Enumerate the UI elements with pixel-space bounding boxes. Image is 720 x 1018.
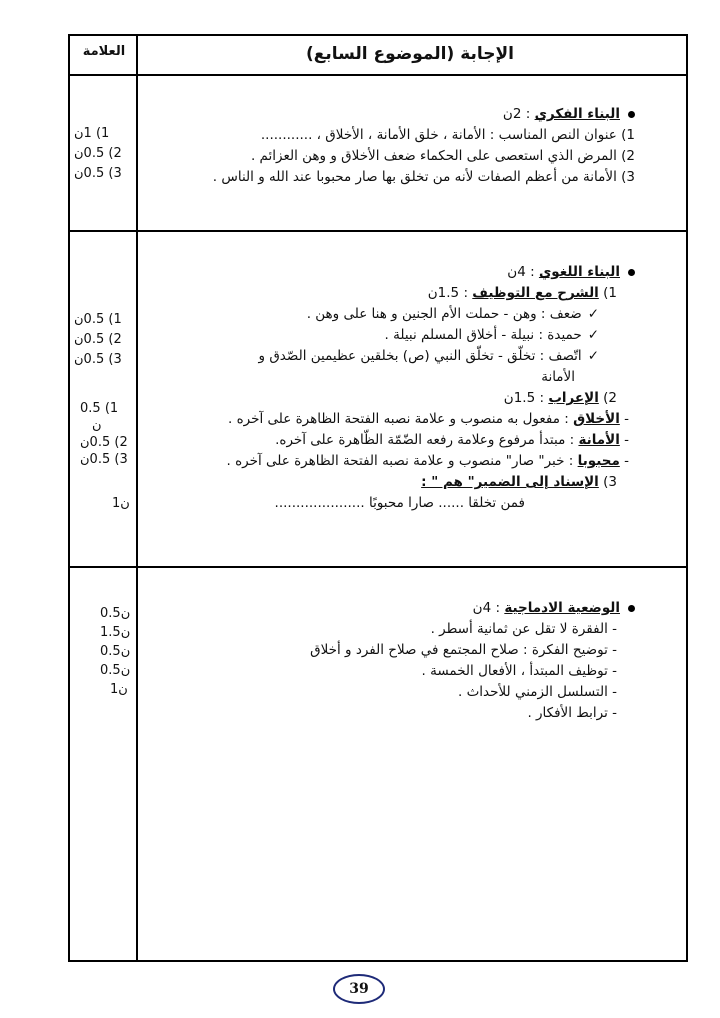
grade-value: 3) 0.5ن: [74, 166, 122, 181]
grades-section-2a: [74, 310, 136, 370]
bullet-icon: [628, 605, 635, 612]
list-item: - الأمانة : مبتدأ مرفوع وعلامة رفعه الضّمّة الظّاهرة على آخره.: [275, 432, 629, 448]
check-icon: ✓: [587, 327, 599, 343]
list-item-continuation: الأمانة: [541, 369, 575, 385]
grades-section-3: [100, 604, 162, 699]
grade-value: 2) 0.5ن: [80, 435, 128, 450]
section-heading: البناء اللغوي: [538, 264, 620, 280]
sub-heading-attribution: الإسناد إلى الضمير" هم " :: [421, 474, 599, 490]
list-item: ✓ضعف : وهن - حملت الأم الجنين و هنا على وهن .: [160, 304, 635, 325]
answer-line: 3) الأمانة من أعظم الصفات لأنه من تخلق بها صار محبوبا عند الله و الناس .: [212, 169, 635, 185]
list-item: - الفقرة لا تقل عن ثمانية أسطر .: [430, 621, 617, 637]
list-item: ✓حميدة : نبيلة - أخلاق المسلم نبيلة .: [160, 325, 635, 346]
grade-value: 0.5ن: [100, 663, 131, 678]
answer-line: فمن تخلقا ...... صارا محبوبًا .....................: [274, 495, 525, 511]
grade-value: 3) 0.5ن: [80, 452, 128, 467]
bullet-icon: [628, 111, 635, 118]
grade-value: 2) 0.5ن: [74, 332, 122, 347]
bullet-icon: [628, 269, 635, 276]
section-score: : 4ن: [507, 264, 535, 280]
section-linguistic: البناء اللغوي : 4ن 1) الشرح مع التوظيف : 1.5ن ✓ضعف : وهن - حملت الأم الجنين و هنا على وهن . ✓حميدة : نبيلة - أخلاق المسلم نبيلة . ✓اتّصف : تخلّق - تخلّق النبي (ص) بخلقين عظيمين الصّدق و الأمانة 2) الإعراب : 1.5ن - الأخلاق : مفعول به منصوب و علامة نصبه الفتحة الظاهرة على آخره . - الأمانة : مبتدأ مرفوع وعلامة رفعه الضّمّة الظّاهرة على آخره. - محبوبا : خبر" صار" منصوب و علامة نصبه الفتحة الظاهرة على آخره . 3) الإسناد إلى الضمير" هم " : فمن تخلقا ...... صارا محبوبًا .....................: [160, 262, 635, 514]
section-heading: البناء الفكري: [534, 106, 620, 122]
grade-value: 1) 0.5ن: [74, 312, 122, 327]
grade-value: 3) 0.5ن: [74, 352, 122, 367]
grade-value: 2) 0.5ن: [74, 146, 122, 161]
check-icon: ✓: [587, 348, 599, 364]
section-score: : 4ن: [472, 600, 501, 616]
grade-value: 0.5ن: [100, 644, 131, 659]
sub-heading-parsing: الإعراب: [548, 390, 599, 406]
header-title: الإجابة (الموضوع السابع): [305, 44, 515, 64]
list-item: - الأخلاق : مفعول به منصوب و علامة نصبه الفتحة الظاهرة على آخره .: [228, 411, 629, 427]
list-item: - توضيح الفكرة : صلاح المجتمع في صلاح الفرد و أخلاق: [310, 642, 617, 658]
list-item: - محبوبا : خبر" صار" منصوب و علامة نصبه الفتحة الظاهرة على آخره .: [226, 453, 629, 469]
grade-value: 1ن: [110, 682, 128, 697]
list-item: - توظيف المبتدأ ، الأفعال الخمسة .: [421, 663, 617, 679]
answer-line: 1) عنوان النص المناسب : الأمانة ، خلق الأمانة ، الأخلاق ، ............: [260, 127, 635, 143]
page-number: 39: [333, 974, 385, 1004]
row-divider-header: [68, 74, 688, 76]
list-item: ✓اتّصف : تخلّق - تخلّق النبي (ص) بخلقين عظيمين الصّدق و: [160, 346, 635, 367]
section-heading: الوضعية الادماجية: [504, 600, 620, 616]
list-item: - التسلسل الزمني للأحداث .: [458, 684, 617, 700]
grade-value: ن: [92, 418, 102, 433]
list-item: - ترابط الأفكار .: [527, 705, 617, 721]
grade-value: 0.5ن: [100, 606, 131, 621]
section-score: : 2ن: [502, 106, 531, 122]
grade-value: 1) 0.5: [80, 401, 119, 416]
grade-value: 1ن: [112, 496, 130, 511]
row-divider-2: [68, 566, 688, 568]
check-icon: ✓: [587, 306, 599, 322]
grades-section-2c: [112, 494, 174, 514]
sub-heading-explanation: الشرح مع التوظيف: [472, 285, 599, 301]
row-divider-1: [68, 230, 688, 232]
grades-section-1: [74, 124, 136, 184]
section-intellectual: [145, 104, 635, 188]
section-integration: [200, 598, 635, 724]
answer-line: 2) المرض الذي استعصى على الحكماء ضعف الأخلاق و وهن العزائم .: [250, 148, 635, 164]
header-grade-column: العلامة: [82, 44, 126, 59]
grade-value: 1) 1ن: [74, 126, 110, 141]
grade-value: 1.5ن: [100, 625, 131, 640]
grades-section-2b: [80, 400, 142, 468]
